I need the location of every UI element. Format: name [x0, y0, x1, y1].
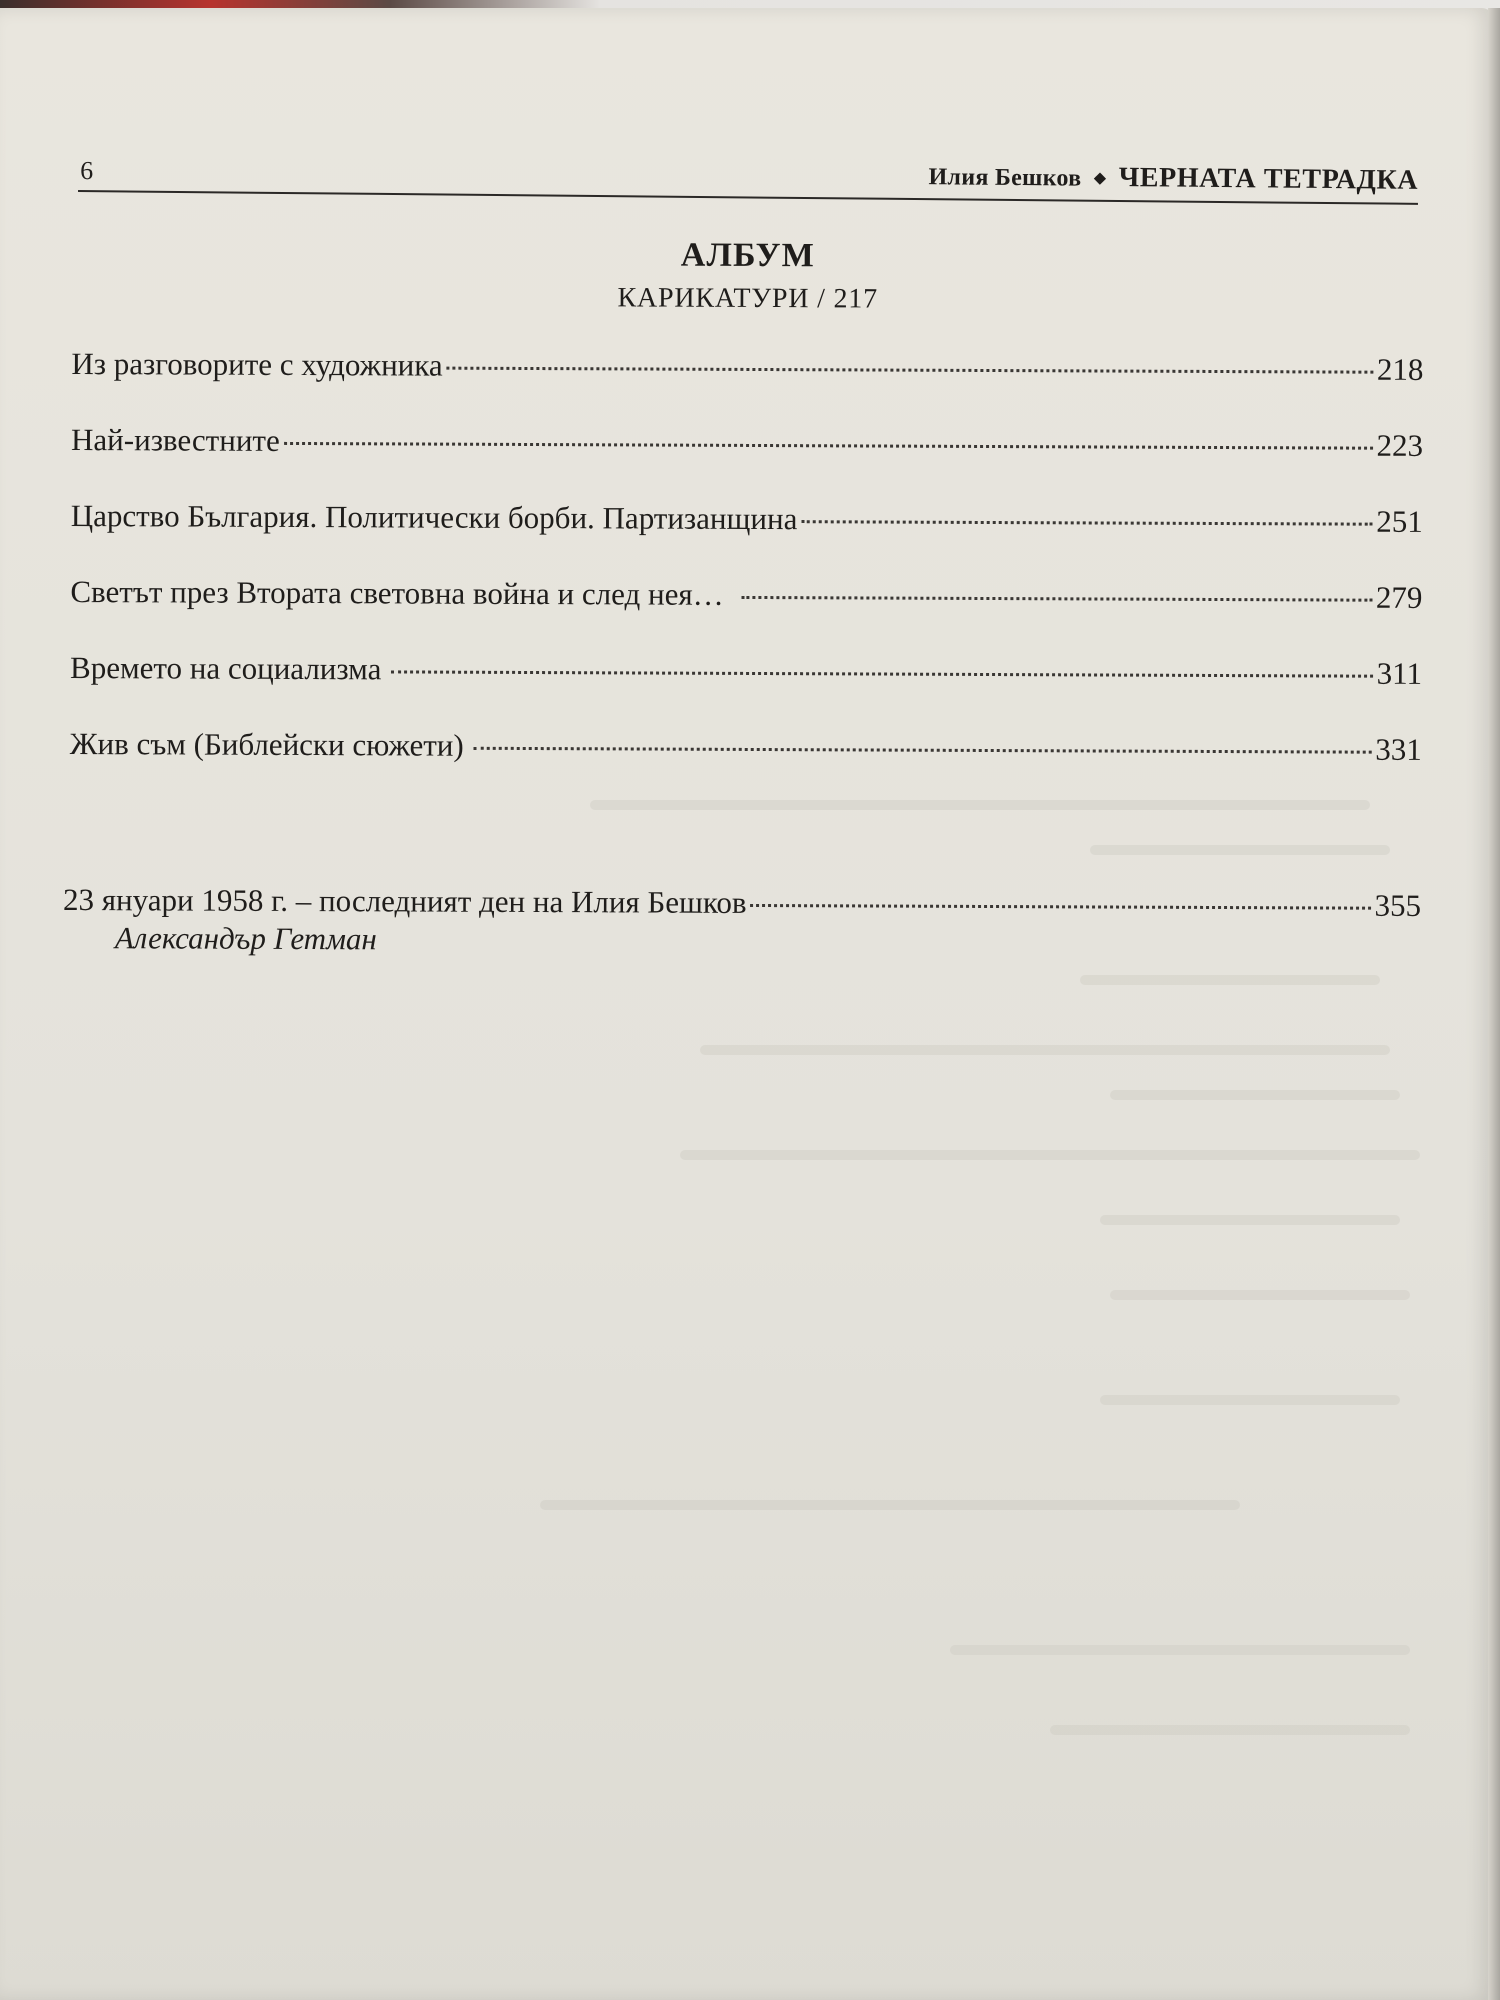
- show-through-line: [1050, 1725, 1410, 1735]
- toc-entry-page: 251: [1376, 503, 1423, 539]
- dot-leader: [742, 596, 1372, 602]
- dot-leader: [391, 670, 1372, 677]
- table-of-contents: [63, 230, 1424, 964]
- dot-leader: [801, 520, 1372, 525]
- toc-entry-title: Из разговорите с художника: [71, 345, 443, 383]
- toc-entry-page: 218: [1376, 351, 1424, 387]
- dot-leader: [751, 904, 1371, 910]
- toc-entry-title: Светът през Втората световна война и след нея…: [70, 573, 724, 612]
- toc-entry-title: Най-известните: [71, 421, 280, 458]
- show-through-line: [950, 1645, 1410, 1655]
- toc-entry-page: 311: [1376, 655, 1423, 691]
- section-subtitle: КАРИКАТУРИ / 217: [617, 282, 878, 315]
- show-through-line: [700, 1045, 1390, 1055]
- dot-leader: [447, 367, 1373, 374]
- toc-entry-title: Жив съм (Библейски сюжети): [69, 725, 464, 763]
- toc-entry-author: Александър Гетман: [114, 920, 377, 957]
- show-through-line: [1110, 1090, 1400, 1100]
- dot-leader: [284, 442, 1373, 450]
- dot-leader: [474, 747, 1372, 754]
- page-edge: [1488, 8, 1500, 2000]
- show-through-line: [1100, 1215, 1400, 1225]
- header-book-title: ЧЕРНАТА ТЕТРАДКА: [1118, 161, 1419, 196]
- toc-entry-page: 279: [1375, 579, 1423, 615]
- page-number: 6: [80, 156, 94, 186]
- toc-entry-page: 331: [1375, 731, 1422, 767]
- toc-entry-title: 23 януари 1958 г. – последният ден на Илия Бешков: [63, 881, 747, 920]
- toc-entry-final: [63, 874, 1421, 924]
- toc-entry: [71, 414, 1423, 496]
- toc-entry: [70, 718, 1422, 800]
- show-through-line: [540, 1500, 1240, 1510]
- header-author: Илия Бешков: [928, 164, 1082, 192]
- toc-entry: [71, 490, 1423, 572]
- toc-entry: [70, 566, 1422, 648]
- toc-entry-title: Времето на социализма: [70, 649, 382, 687]
- toc-entry: [71, 338, 1423, 420]
- toc-entry: [70, 642, 1422, 724]
- toc-entry-title: Царство България. Политически борби. Партизанщина: [70, 497, 798, 537]
- diamond-separator-icon: ◆: [1093, 169, 1107, 187]
- running-head: [928, 160, 1418, 197]
- toc-entry-page: 223: [1376, 427, 1424, 463]
- section-title: АЛБУМ: [680, 236, 816, 275]
- show-through-line: [1110, 1290, 1410, 1300]
- show-through-line: [1100, 1395, 1400, 1405]
- toc-entry-page: 355: [1374, 887, 1422, 923]
- show-through-line: [680, 1150, 1420, 1160]
- show-through-line: [1080, 975, 1380, 985]
